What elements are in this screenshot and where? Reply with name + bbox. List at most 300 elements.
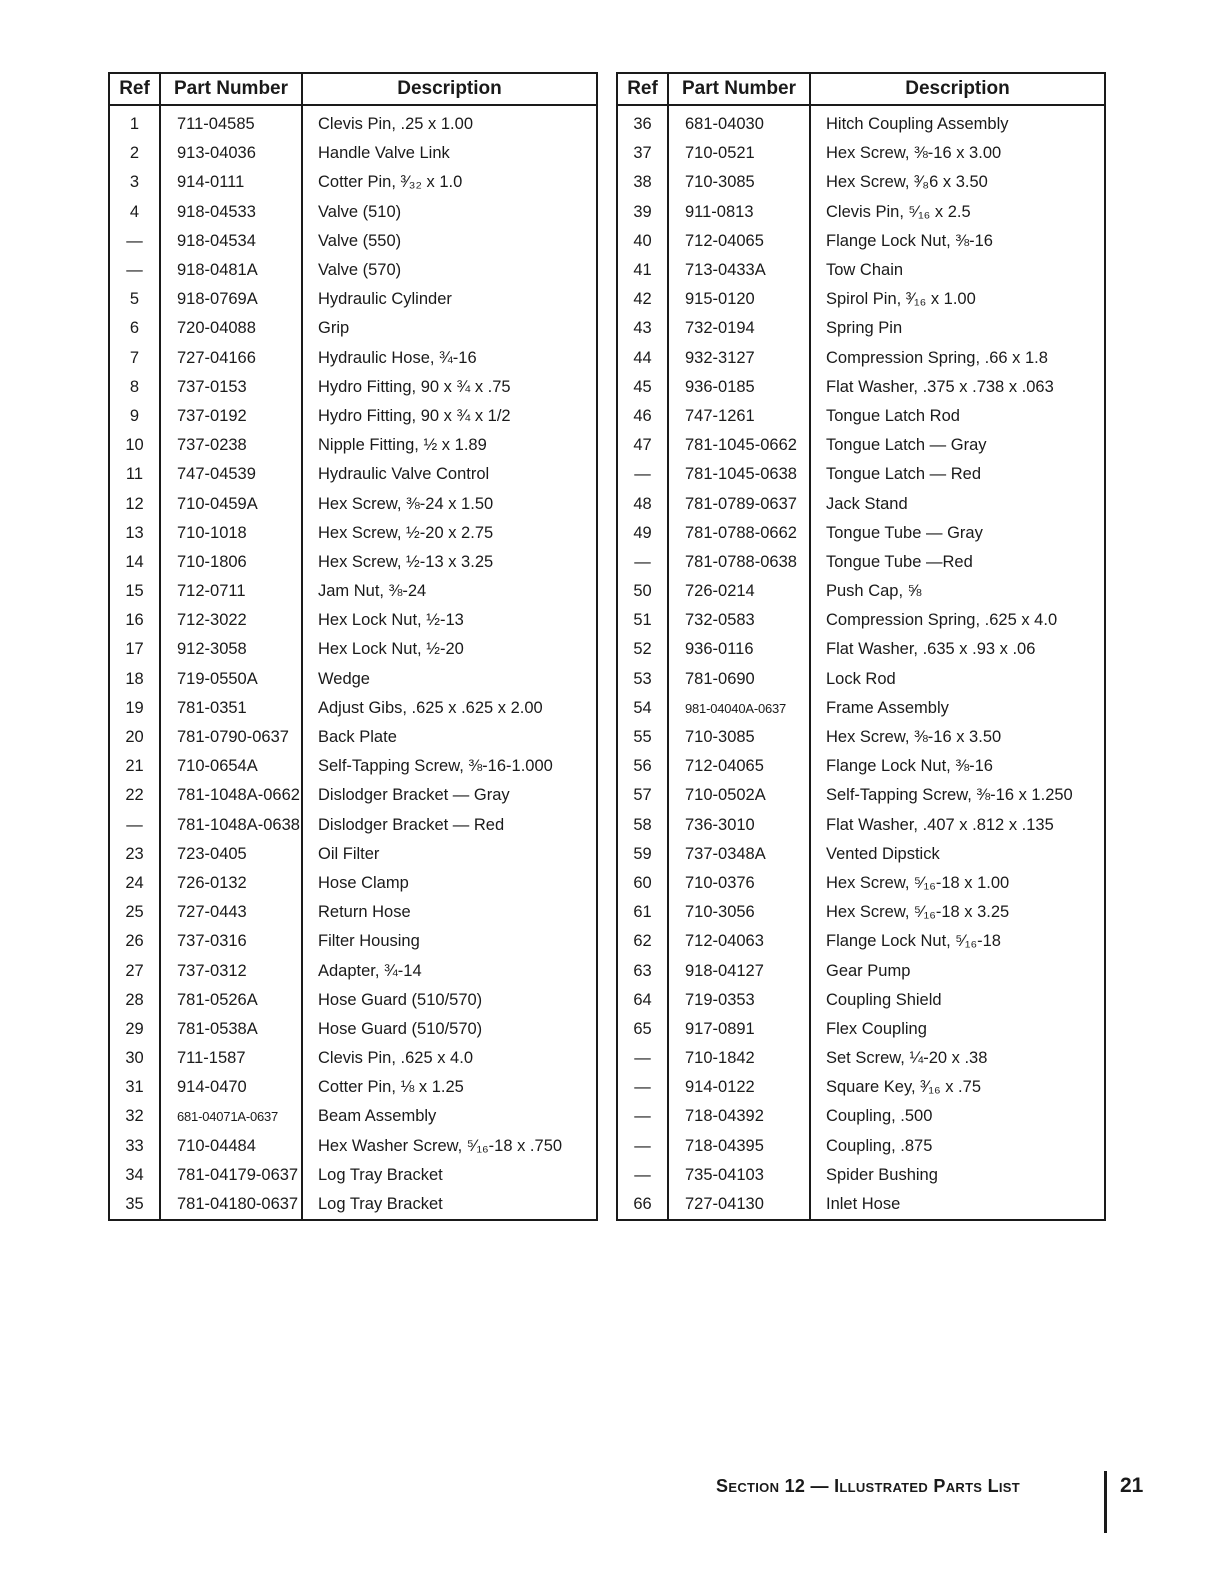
ref-cell: 66 — [633, 1195, 652, 1214]
ref-cell: 57 — [633, 786, 652, 805]
description-cell: Vented Dipstick — [810, 840, 1105, 869]
table-row — [109, 811, 597, 840]
table-row — [109, 168, 597, 197]
table-row — [109, 869, 597, 898]
ref-cell: 1 — [129, 115, 140, 134]
description-cell: Hose Guard (510/570) — [302, 1015, 597, 1044]
ref-cell: 38 — [633, 173, 652, 192]
description-cell: Flat Washer, .375 x .738 x .063 — [810, 373, 1105, 402]
description-cell: Handle Valve Link — [302, 139, 597, 168]
ref-cell: 35 — [125, 1195, 144, 1214]
table-row — [109, 139, 597, 168]
ref-cell: — — [634, 1165, 651, 1184]
description-cell: Self-Tapping Screw, ⅜-16 x 1.250 — [810, 781, 1105, 810]
part-number-cell: 781-0789-0637 — [668, 489, 810, 518]
description-cell: Dislodger Bracket — Red — [302, 811, 597, 840]
table-row — [109, 344, 597, 373]
part-number-cell: 911-0813 — [668, 198, 810, 227]
description-cell: Adjust Gibs, .625 x .625 x 2.00 — [302, 694, 597, 723]
ref-cell: 44 — [633, 348, 652, 367]
description-cell: Cotter Pin, ⅛ x 1.25 — [302, 1073, 597, 1102]
table-row — [109, 256, 597, 285]
table-row — [617, 139, 1105, 168]
table-row — [109, 840, 597, 869]
ref-cell: 32 — [125, 1107, 144, 1126]
table-row — [617, 1044, 1105, 1073]
ref-cell: 58 — [633, 815, 652, 834]
table-row — [109, 1132, 597, 1161]
ref-cell: 13 — [125, 523, 144, 542]
part-number-cell: 710-1806 — [160, 548, 302, 577]
header-part-number: Part Number — [668, 73, 810, 105]
table-row — [109, 373, 597, 402]
part-number-cell: 737-0348A — [668, 840, 810, 869]
table-row — [109, 986, 597, 1015]
parts-table-right — [616, 72, 1106, 1221]
description-cell: Flange Lock Nut, ⅜-16 — [810, 752, 1105, 781]
part-number-cell: 726-0214 — [668, 577, 810, 606]
part-number-cell: 781-0526A — [160, 986, 302, 1015]
description-cell: Return Hose — [302, 898, 597, 927]
description-cell: Flange Lock Nut, ⁵⁄₁₆-18 — [810, 927, 1105, 956]
description-cell: Hex Screw, ⁵⁄₁₆-18 x 3.25 — [810, 898, 1105, 927]
description-cell: Adapter, ¾-14 — [302, 956, 597, 985]
description-cell: Hose Guard (510/570) — [302, 986, 597, 1015]
table-row — [109, 489, 597, 518]
description-cell: Tongue Tube — Gray — [810, 519, 1105, 548]
description-cell: Tongue Latch — Red — [810, 460, 1105, 489]
description-cell: Tongue Latch — Gray — [810, 431, 1105, 460]
part-number-cell: 781-0351 — [160, 694, 302, 723]
part-number-cell: 710-0521 — [668, 139, 810, 168]
description-cell: Spring Pin — [810, 314, 1105, 343]
description-cell: Inlet Hose — [810, 1190, 1105, 1220]
ref-cell: 2 — [129, 144, 140, 163]
description-cell: Set Screw, ¼-20 x .38 — [810, 1044, 1105, 1073]
part-number-cell: 737-0316 — [160, 927, 302, 956]
description-cell: Hose Clamp — [302, 869, 597, 898]
ref-cell: — — [634, 1078, 651, 1097]
table-row — [109, 1015, 597, 1044]
table-row — [617, 168, 1105, 197]
ref-cell: 6 — [129, 319, 140, 338]
table-row — [617, 723, 1105, 752]
part-number-cell: 737-0312 — [160, 956, 302, 985]
part-number-cell: 719-0550A — [160, 665, 302, 694]
table-row — [109, 198, 597, 227]
part-number-cell: 737-0192 — [160, 402, 302, 431]
ref-cell: 17 — [125, 640, 144, 659]
description-cell: Compression Spring, .625 x 4.0 — [810, 606, 1105, 635]
part-number-cell: 732-0194 — [668, 314, 810, 343]
ref-cell: 11 — [125, 465, 144, 484]
description-cell: Flex Coupling — [810, 1015, 1105, 1044]
description-cell: Valve (570) — [302, 256, 597, 285]
description-cell: Hex Screw, ⅜-24 x 1.50 — [302, 489, 597, 518]
part-number-cell: 732-0583 — [668, 606, 810, 635]
table-row — [109, 781, 597, 810]
part-number-cell: 681-04030 — [668, 105, 810, 139]
part-number-cell: 712-04065 — [668, 752, 810, 781]
description-cell: Hex Lock Nut, ½-13 — [302, 606, 597, 635]
ref-cell: — — [634, 1049, 651, 1068]
description-cell: Coupling Shield — [810, 986, 1105, 1015]
table-row — [109, 314, 597, 343]
table-row — [617, 344, 1105, 373]
ref-cell: 30 — [125, 1049, 144, 1068]
table-row — [109, 285, 597, 314]
table-row — [617, 635, 1105, 664]
table-row — [109, 519, 597, 548]
part-number-cell: 737-0153 — [160, 373, 302, 402]
part-number-cell: 681-04071A-0637 — [160, 1102, 302, 1131]
table-row — [617, 986, 1105, 1015]
ref-cell: — — [126, 815, 143, 834]
table-row — [617, 1015, 1105, 1044]
ref-cell: 8 — [129, 377, 140, 396]
table-row — [109, 752, 597, 781]
description-cell: Tongue Latch Rod — [810, 402, 1105, 431]
part-number-cell: 781-0690 — [668, 665, 810, 694]
table-row — [617, 869, 1105, 898]
part-number-cell: 718-04392 — [668, 1102, 810, 1131]
header-ref: Ref — [109, 73, 160, 105]
ref-cell: — — [634, 1107, 651, 1126]
part-number-cell: 712-3022 — [160, 606, 302, 635]
ref-cell: 49 — [633, 523, 652, 542]
part-number-cell: 710-1842 — [668, 1044, 810, 1073]
description-cell: Hex Screw, ½-20 x 2.75 — [302, 519, 597, 548]
part-number-cell: 710-0654A — [160, 752, 302, 781]
ref-cell: 39 — [633, 202, 652, 221]
ref-cell: 64 — [633, 990, 652, 1009]
part-number-cell: 918-0769A — [160, 285, 302, 314]
part-number-cell: 781-1048A-0638 — [160, 811, 302, 840]
table-row — [617, 606, 1105, 635]
description-cell: Hydro Fitting, 90 x ¾ x 1/2 — [302, 402, 597, 431]
description-cell: Jack Stand — [810, 489, 1105, 518]
description-cell: Filter Housing — [302, 927, 597, 956]
part-number-cell: 915-0120 — [668, 285, 810, 314]
part-number-cell: 914-0111 — [160, 168, 302, 197]
ref-cell: 34 — [125, 1165, 144, 1184]
ref-cell: — — [126, 261, 143, 280]
part-number-cell: 727-04166 — [160, 344, 302, 373]
part-number-cell: 917-0891 — [668, 1015, 810, 1044]
table-row — [617, 548, 1105, 577]
description-cell: Hitch Coupling Assembly — [810, 105, 1105, 139]
description-cell: Tow Chain — [810, 256, 1105, 285]
part-number-cell: 918-04534 — [160, 227, 302, 256]
part-number-cell: 781-0788-0662 — [668, 519, 810, 548]
ref-cell: 26 — [125, 932, 144, 951]
part-number-cell: 710-04484 — [160, 1132, 302, 1161]
ref-cell: 16 — [125, 611, 144, 630]
part-number-cell: 918-0481A — [160, 256, 302, 285]
table-header-row — [617, 73, 1105, 105]
part-number-cell: 710-0459A — [160, 489, 302, 518]
description-cell: Tongue Tube —Red — [810, 548, 1105, 577]
table-row — [617, 198, 1105, 227]
part-number-cell: 712-04063 — [668, 927, 810, 956]
table-row — [617, 460, 1105, 489]
description-cell: Nipple Fitting, ½ x 1.89 — [302, 431, 597, 460]
description-cell: Compression Spring, .66 x 1.8 — [810, 344, 1105, 373]
part-number-cell: 718-04395 — [668, 1132, 810, 1161]
parts-list-right — [617, 105, 1105, 1220]
table-row — [617, 752, 1105, 781]
ref-cell: 47 — [633, 436, 652, 455]
description-cell: Lock Rod — [810, 665, 1105, 694]
part-number-cell: 713-0433A — [668, 256, 810, 285]
table-row — [617, 519, 1105, 548]
table-row — [617, 898, 1105, 927]
ref-cell: 3 — [129, 173, 140, 192]
table-row — [617, 1190, 1105, 1220]
part-number-cell: 727-0443 — [160, 898, 302, 927]
description-cell: Hex Washer Screw, ⁵⁄₁₆-18 x .750 — [302, 1132, 597, 1161]
part-number-cell: 719-0353 — [668, 986, 810, 1015]
description-cell: Oil Filter — [302, 840, 597, 869]
description-cell: Hex Lock Nut, ½-20 — [302, 635, 597, 664]
table-row — [617, 105, 1105, 139]
table-row — [109, 635, 597, 664]
description-cell: Clevis Pin, ⁵⁄₁₆ x 2.5 — [810, 198, 1105, 227]
part-number-cell: 710-0376 — [668, 869, 810, 898]
part-number-cell: 737-0238 — [160, 431, 302, 460]
table-row — [109, 1073, 597, 1102]
part-number-cell: 981-04040A-0637 — [668, 694, 810, 723]
part-number-cell: 710-3056 — [668, 898, 810, 927]
table-row — [109, 1190, 597, 1220]
parts-table-left — [108, 72, 598, 1221]
ref-cell: 22 — [125, 786, 144, 805]
parts-list-left — [109, 105, 597, 1220]
description-cell: Flat Washer, .635 x .93 x .06 — [810, 635, 1105, 664]
ref-cell: 48 — [633, 494, 652, 513]
part-number-cell: 936-0116 — [668, 635, 810, 664]
description-cell: Back Plate — [302, 723, 597, 752]
part-number-cell: 710-3085 — [668, 723, 810, 752]
ref-cell: 40 — [633, 231, 652, 250]
ref-cell: 63 — [633, 961, 652, 980]
ref-cell: 42 — [633, 290, 652, 309]
description-cell: Spider Bushing — [810, 1161, 1105, 1190]
ref-cell: 61 — [633, 903, 652, 922]
description-cell: Log Tray Bracket — [302, 1161, 597, 1190]
ref-cell: — — [634, 1136, 651, 1155]
part-number-cell: 932-3127 — [668, 344, 810, 373]
part-number-cell: 720-04088 — [160, 314, 302, 343]
table-row — [617, 314, 1105, 343]
table-row — [109, 402, 597, 431]
part-number-cell: 747-04539 — [160, 460, 302, 489]
description-cell: Hex Screw, ½-13 x 3.25 — [302, 548, 597, 577]
part-number-cell: 710-0502A — [668, 781, 810, 810]
table-row — [109, 460, 597, 489]
header-description: Description — [302, 73, 597, 105]
ref-cell: 52 — [633, 640, 652, 659]
description-cell: Coupling, .500 — [810, 1102, 1105, 1131]
description-cell: Self-Tapping Screw, ⅜-16-1.000 — [302, 752, 597, 781]
table-row — [617, 489, 1105, 518]
description-cell: Hex Screw, ⁵⁄₁₆-18 x 1.00 — [810, 869, 1105, 898]
part-number-cell: 781-1048A-0662 — [160, 781, 302, 810]
part-number-cell: 747-1261 — [668, 402, 810, 431]
description-cell: Valve (550) — [302, 227, 597, 256]
table-row — [617, 402, 1105, 431]
description-cell: Flat Washer, .407 x .812 x .135 — [810, 811, 1105, 840]
table-row — [617, 373, 1105, 402]
ref-cell: 59 — [633, 844, 652, 863]
table-row — [109, 1044, 597, 1073]
ref-cell: — — [634, 552, 651, 571]
ref-cell: 45 — [633, 377, 652, 396]
ref-cell: 51 — [633, 611, 652, 630]
table-row — [617, 227, 1105, 256]
ref-cell: 15 — [125, 582, 144, 601]
part-number-cell: 781-0790-0637 — [160, 723, 302, 752]
table-row — [109, 927, 597, 956]
ref-cell: — — [126, 231, 143, 250]
table-row — [617, 1132, 1105, 1161]
part-number-cell: 913-04036 — [160, 139, 302, 168]
table-row — [617, 285, 1105, 314]
part-number-cell: 918-04127 — [668, 956, 810, 985]
table-row — [109, 723, 597, 752]
part-number-cell: 710-3085 — [668, 168, 810, 197]
ref-cell: 20 — [125, 728, 144, 747]
description-cell: Gear Pump — [810, 956, 1105, 985]
table-row — [109, 431, 597, 460]
table-row — [109, 577, 597, 606]
part-number-cell: 726-0132 — [160, 869, 302, 898]
ref-cell: — — [634, 465, 651, 484]
ref-cell: 9 — [129, 406, 140, 425]
part-number-cell: 712-0711 — [160, 577, 302, 606]
description-cell: Log Tray Bracket — [302, 1190, 597, 1220]
part-number-cell: 781-0788-0638 — [668, 548, 810, 577]
section-title: Section 12 — Illustrated Parts List — [716, 1476, 1020, 1496]
part-number-cell: 735-04103 — [668, 1161, 810, 1190]
description-cell: Hydraulic Valve Control — [302, 460, 597, 489]
part-number-cell: 710-1018 — [160, 519, 302, 548]
description-cell: Hydraulic Hose, ¾-16 — [302, 344, 597, 373]
ref-cell: 23 — [125, 844, 144, 863]
table-row — [617, 1073, 1105, 1102]
description-cell: Clevis Pin, .25 x 1.00 — [302, 105, 597, 139]
table-row — [617, 927, 1105, 956]
ref-cell: 60 — [633, 873, 652, 892]
part-number-cell: 736-3010 — [668, 811, 810, 840]
part-number-cell: 918-04533 — [160, 198, 302, 227]
table-row — [109, 956, 597, 985]
table-row — [109, 665, 597, 694]
part-number-cell: 781-04180-0637 — [160, 1190, 302, 1220]
table-row — [617, 431, 1105, 460]
ref-cell: 7 — [129, 348, 140, 367]
table-row — [617, 1161, 1105, 1190]
part-number-cell: 723-0405 — [160, 840, 302, 869]
ref-cell: 10 — [125, 436, 144, 455]
ref-cell: 50 — [633, 582, 652, 601]
ref-cell: 18 — [125, 669, 144, 688]
table-row — [617, 956, 1105, 985]
description-cell: Hydro Fitting, 90 x ¾ x .75 — [302, 373, 597, 402]
ref-cell: 27 — [125, 961, 144, 980]
description-cell: Clevis Pin, .625 x 4.0 — [302, 1044, 597, 1073]
ref-cell: 29 — [125, 1019, 144, 1038]
description-cell: Wedge — [302, 665, 597, 694]
ref-cell: 12 — [125, 494, 144, 513]
description-cell: Flange Lock Nut, ⅜-16 — [810, 227, 1105, 256]
description-cell: Jam Nut, ⅜-24 — [302, 577, 597, 606]
description-cell: Hex Screw, ⅜-16 x 3.50 — [810, 723, 1105, 752]
ref-cell: 25 — [125, 903, 144, 922]
ref-cell: 5 — [129, 290, 140, 309]
description-cell: Hydraulic Cylinder — [302, 285, 597, 314]
description-cell: Cotter Pin, ³⁄₃₂ x 1.0 — [302, 168, 597, 197]
page-number: 21 — [1120, 1474, 1144, 1497]
description-cell: Beam Assembly — [302, 1102, 597, 1131]
part-number-cell: 711-04585 — [160, 105, 302, 139]
description-cell: Valve (510) — [302, 198, 597, 227]
ref-cell: 24 — [125, 873, 144, 892]
table-row — [617, 694, 1105, 723]
table-row — [109, 105, 597, 139]
part-number-cell: 912-3058 — [160, 635, 302, 664]
ref-cell: 53 — [633, 669, 652, 688]
ref-cell: 36 — [633, 115, 652, 134]
header-description: Description — [810, 73, 1105, 105]
description-cell: Coupling, .875 — [810, 1132, 1105, 1161]
table-row — [109, 898, 597, 927]
table-row — [109, 1102, 597, 1131]
table-row — [109, 606, 597, 635]
table-header-row — [109, 73, 597, 105]
table-row — [109, 548, 597, 577]
description-cell: Grip — [302, 314, 597, 343]
ref-cell: 46 — [633, 406, 652, 425]
table-row — [109, 1161, 597, 1190]
ref-cell: 56 — [633, 757, 652, 776]
ref-cell: 37 — [633, 144, 652, 163]
description-cell: Frame Assembly — [810, 694, 1105, 723]
table-row — [617, 577, 1105, 606]
ref-cell: 4 — [129, 202, 140, 221]
table-row — [109, 227, 597, 256]
table-row — [617, 1102, 1105, 1131]
ref-cell: 62 — [633, 932, 652, 951]
ref-cell: 28 — [125, 990, 144, 1009]
part-number-cell: 781-04179-0637 — [160, 1161, 302, 1190]
description-cell: Spirol Pin, ³⁄₁₆ x 1.00 — [810, 285, 1105, 314]
ref-cell: 21 — [125, 757, 144, 776]
ref-cell: 43 — [633, 319, 652, 338]
part-number-cell: 711-1587 — [160, 1044, 302, 1073]
part-number-cell: 914-0470 — [160, 1073, 302, 1102]
part-number-cell: 712-04065 — [668, 227, 810, 256]
part-number-cell: 781-0538A — [160, 1015, 302, 1044]
ref-cell: 41 — [633, 261, 652, 280]
description-cell: Square Key, ³⁄₁₆ x .75 — [810, 1073, 1105, 1102]
table-row — [617, 840, 1105, 869]
table-row — [617, 811, 1105, 840]
table-row — [617, 665, 1105, 694]
footer-divider — [1104, 1471, 1107, 1533]
ref-cell: 14 — [125, 552, 144, 571]
ref-cell: 54 — [633, 698, 652, 717]
